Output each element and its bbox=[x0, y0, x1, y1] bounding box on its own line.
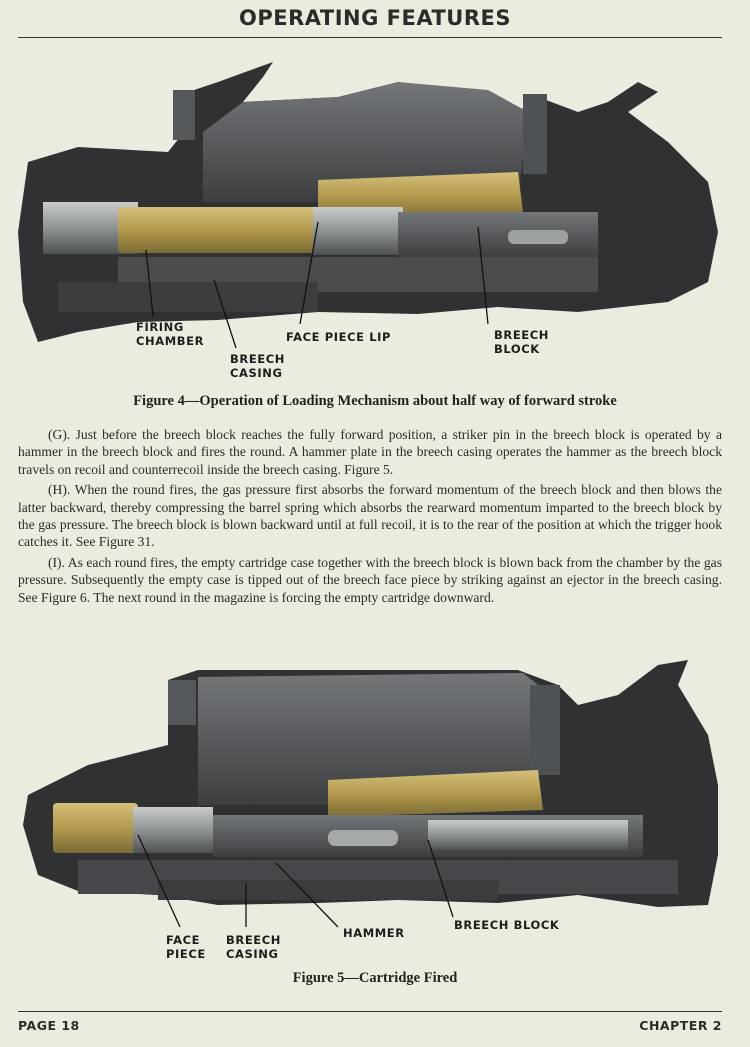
paragraph-i: (I). As each round fires, the empty cartridge case together with the breech block is blown back from the chamber by the gas pressure. Subsequently the empty case is tipped out of the breech face piece by striking against an ejector in the breech casing. See Figure 6. The next round in the magazine is forcing the empty cartridge downward. bbox=[18, 554, 722, 605]
label-hammer: HAMMER bbox=[343, 926, 405, 940]
label-breech-block: BREECH BLOCK bbox=[494, 328, 549, 356]
page-number: PAGE 18 bbox=[18, 1018, 80, 1033]
figure-5 bbox=[18, 655, 722, 967]
figure-5-caption: Figure 5—Cartridge Fired bbox=[292, 970, 458, 986]
figure-4 bbox=[18, 52, 722, 388]
body-text bbox=[18, 426, 722, 609]
label-breech-block: BREECH BLOCK bbox=[454, 918, 560, 932]
page-title: OPERATING FEATURES bbox=[239, 6, 511, 30]
label-firing-chamber: FIRING CHAMBER bbox=[136, 320, 205, 348]
label-face-piece: FACE PIECE bbox=[166, 933, 206, 961]
header-rule bbox=[18, 37, 722, 38]
chapter-label: CHAPTER 2 bbox=[639, 1018, 722, 1033]
figure-5-illustration bbox=[18, 655, 722, 967]
footer-rule bbox=[18, 1011, 722, 1012]
figure-4-caption: Figure 4—Operation of Loading Mechanism about half way of forward stroke bbox=[133, 393, 617, 409]
paragraph-h: (H). When the round fires, the gas pressure first absorbs the forward momentum of the breech block and then blows the latter backward, thereby compressing the barrel spring which absorbs the rearward momentum imparted to the breech block by the gas pressure. The breech block is blown backward until at full recoil, it is to the rear of the position at which the trigger hook catches it. See Figure 31. bbox=[18, 482, 722, 550]
label-breech-casing: BREECH CASING bbox=[226, 933, 281, 961]
paragraph-g: (G). Just before the breech block reaches the fully forward position, a striker pin in the breech block is operated by a hammer in the breech block and fires the round. A hammer plate in the breech casing operates the hammer as the breech block travels on recoil and counterrecoil inside the breech casing. Figure 5. bbox=[18, 427, 722, 477]
label-breech-casing: BREECH CASING bbox=[230, 352, 285, 380]
label-face-piece-lip: FACE PIECE LIP bbox=[286, 330, 392, 344]
